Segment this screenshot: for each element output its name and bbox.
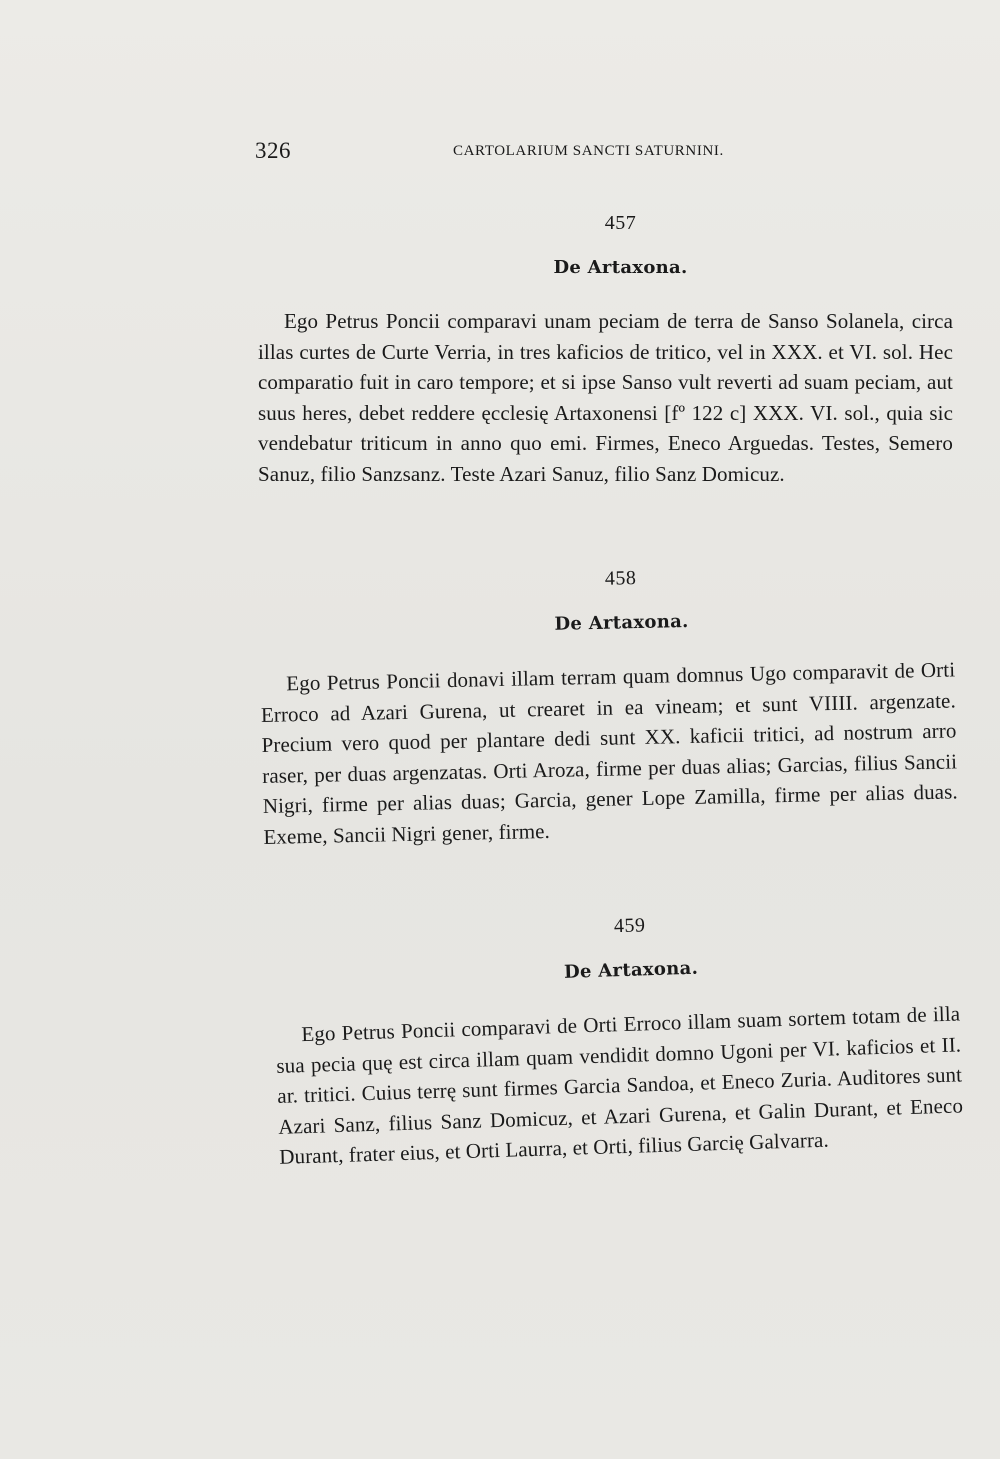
charter-heading: De Artaxona.	[553, 257, 688, 278]
charter-458	[258, 560, 959, 872]
charter-number: 459	[613, 914, 646, 938]
running-head	[255, 138, 755, 168]
charter-heading: De Artaxona.	[554, 610, 689, 635]
charter-text: Ego Petrus Poncii donavi illam terram quam domnus Ugo comparavit de Orti Erroco ad Azari Gurena, ut crearet in ea vineam; et sunt VIIII. argenzate. Precium vero quod per plantare dedi sunt XX. kaficii tritici, ad nostrum arro raser, per duas argenzatas. Orti Aroza, firme per duas alias; Garcias, filius Sancii Nigri, firme per alias duas; Garcia, gener Lope Zamilla, firme per alias duas. Exeme, Sancii Nigri gener, firme.	[260, 657, 958, 849]
charter-number: 458	[604, 567, 637, 590]
charter-text: Ego Petrus Poncii comparavi unam peciam de terra de Sanso Solanela, circa illas curtes de Curte Verria, in tres kaficios de tritico, vel in XXX. et VI. sol. Hec comparatio fuit in caro tempore; et si ipse Sanso vult reverti ad suam peciam, aut suus heres, debet reddere ęcclesię Artaxonensi [fº 122 c] XXX. VI. sol., quia sic vendebatur triticum in anno quo emi. Firmes, Eneco Arguedas. Testes, Semero Sanuz, filio Sanzsanz. Teste Azari Sanuz, filio Sanz Domicuz.	[258, 309, 953, 486]
charter-457	[258, 212, 953, 510]
page-number: 326	[255, 138, 291, 163]
charter-459	[272, 904, 965, 1193]
charter-text: Ego Petrus Poncii comparavi de Orti Erroco illam suam sortem totam de illa sua pecia quę est circa illam quam vendidit domno Ugoni per VI. kaficios et II. ar. tritici. Cuius terrę sunt firmes Garcia Sandoa, et Eneco Zuria. Auditores sunt Azari Sanz, filius Sanz Domicuz, et Azari Gurena, et Galin Durant, et Eneco Durant, frater eius, et Orti Laurra, et Orti, filius Garcię Galvarra.	[276, 1001, 964, 1169]
charter-number: 457	[604, 212, 637, 234]
charter-heading: De Artaxona.	[563, 957, 699, 983]
running-title: CARTOLARIUM SANCTI SATURNINI.	[453, 143, 724, 159]
